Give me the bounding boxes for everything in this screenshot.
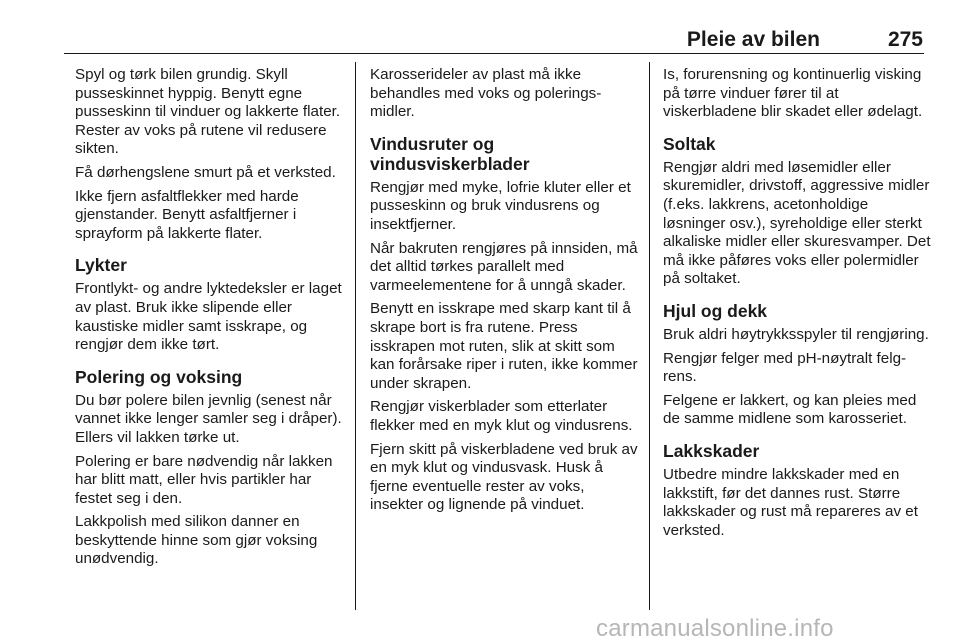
- text-column-3: [663, 66, 933, 545]
- section-heading-lykter: Lykter: [75, 255, 127, 276]
- paragraph: Benytt en isskrape med skarp kant til å skrape bort is fra rutene. Press isskrapen mot ruten, slik at skitt som kan forårsake riper i ruten, ikke kommer under skrapen.: [370, 300, 638, 392]
- header-rule: [64, 53, 924, 54]
- page-header-title: Pleie av bilen: [686, 28, 820, 51]
- paragraph: Fjern skitt på viskerbladene ved bruk av en myk klut og vindusvask. Husk å fjerne eventuelle rester av voks, insekter og lignende på vinduet.: [370, 440, 638, 514]
- paragraph: Karosserideler av plast må ikke behandles med voks og poleringsmidler.: [370, 66, 602, 121]
- paragraph: Is, forurensning og kontinuerlig visking på tørre vinduer fører til at viskerbladene blir skadet eller ødelagt.: [663, 66, 923, 121]
- section-heading-vindusruter: Vindusruter og vindusviskerblader: [370, 133, 530, 174]
- paragraph: Polering er bare nødvendig når lakken har blitt matt, eller hvis partikler har festet seg i den.: [75, 452, 333, 507]
- paragraph: Bruk aldri høytrykksspyler til rengjøring.: [663, 325, 929, 343]
- paragraph: Frontlykt- og andre lyktedeksler er laget av plast. Bruk ikke slipende eller kaustiske midler samt isskrape, og rengjør dem ikke tørt.: [75, 280, 342, 354]
- column-divider: [355, 62, 356, 610]
- text-column-1: [75, 66, 346, 574]
- section-heading-lakkskader: Lakkskader: [663, 440, 760, 461]
- column-divider: [649, 62, 650, 610]
- paragraph: Rengjør aldri med løsemidler eller skuremidler, drivstoff, aggressive midler (f.eks. lakkrens, acetonholdige løsninger osv.), syreholdige eller sterkt alkaliske midler eller skuresvamper. Det må ikke påføres voks eller polermidler på soltaket.: [663, 158, 931, 288]
- paragraph: Spyl og tørk bilen grundig. Skyll pusseskinnet hyppig. Benytt egne pusseskinn til vinduer og lakkerte flater. Rester av voks på rutene vil redusere sikten.: [75, 66, 341, 158]
- paragraph: Rengjør med myke, lofrie kluter eller et pusseskinn og bruk vindusrens og insektfjerner.: [370, 178, 631, 233]
- watermark-text: carmanualsonline.info: [596, 615, 834, 642]
- text-column-2: [370, 66, 638, 520]
- paragraph: Når bakruten rengjøres på innsiden, må det alltid tørkes parallelt med varmeelementene for å unngå skader.: [370, 239, 638, 294]
- section-heading-hjul-og-dekk: Hjul og dekk: [663, 300, 768, 321]
- paragraph: Utbedre mindre lakkskader med en lakkstift, før det dannes rust. Større lakkskader og rust må repareres av et verksted.: [663, 465, 918, 539]
- paragraph: Du bør polere bilen jevnlig (senest når vannet ikke lenger samler seg i dråper). Ellers vil lakken tørke ut.: [75, 391, 342, 446]
- paragraph: Ikke fjern asfaltflekker med harde gjenstander. Benytt asfaltfjerner i sprayform på lakkerte flater.: [75, 187, 299, 242]
- section-heading-soltak: Soltak: [663, 133, 716, 154]
- section-heading-polering: Polering og voksing: [75, 366, 243, 387]
- paragraph: Rengjør felger med pH-nøytralt felgrens.: [663, 349, 907, 386]
- paragraph: Få dørhengslene smurt på et verksted.: [75, 163, 336, 181]
- paragraph: Felgene er lakkert, og kan pleies med de samme midlene som karosseriet.: [663, 391, 917, 428]
- paragraph: Rengjør viskerblader som etterlater flekker med en myk klut og vindusrens.: [370, 398, 633, 434]
- page-number: 275: [887, 28, 923, 51]
- paragraph: Lakkpolish med silikon danner en beskyttende hinne som gjør voksing unødvendig.: [75, 513, 318, 568]
